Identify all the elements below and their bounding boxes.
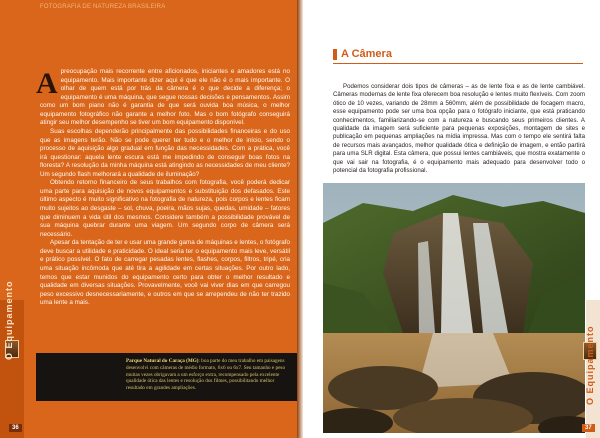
right-body-text	[333, 83, 585, 175]
left-body-text	[36, 67, 290, 308]
left-page	[0, 0, 297, 438]
paragraph: Apesar da tentação de ter e usar uma grande gama de máquinas e lentes, o fotógrafo deve buscar a utilidade e praticidade. O ideal seria ter o equipamento mais leve, versátil e prático possível. O fato de carregar pesadas lentes, flashes, corpos, filtros, tripé, cria uma situação incômoda que até tira a agilidade em certas situações. Por outro lado, temos que estar munidos do equipamento certo para obter o melhor resultado e qualidade em diversas situações. Provavelmente, você vai viver dias em que carregou peso excessivo desnecessariamente, e outros em que se arrependeu de não ter trazido uma lente a mais.	[40, 239, 290, 307]
paragraph: Obtendo retorno financeiro de seus trabalhos com fotografia, você poderá dedicar uma parte para aquisição de novos equipamentos e substituição dos defasados. Este último aspecto é muito significativo na fotografia de natureza, pois corpos e lentes ficam muito sujeitos ao desgaste – sol, chuva, poeira, mãos sujas, quedas, umidade – fatores que diminuem a vida útil dos mesmos. Considere também a possibilidade provável de sua máquina quebrar durante uma viagem. Um segundo corpo de câmera será necessário.	[40, 179, 290, 238]
running-header: FOTOGRAFIA DE NATUREZA BRASILEIRA	[40, 4, 166, 10]
section-marker	[333, 49, 337, 60]
waterfall-photo	[323, 183, 585, 433]
caption-text: : boa parte do meu trabalho em paisagens desenvolvi com câmeras de médio formato, 6x6 ou 6x7. Seu tamanho e peso muitas vezes obrigavam a um esforço extra, recompensado pela excelente qualidade ótica das lentes e resolução dos filmes, possibilitando melhor resultado em grandes ampliações.	[126, 358, 286, 391]
paragraph: Suas escolhas dependerão principalmente das possibilidades financeiras e do uso que as imagens terão. Não se pode querer ter tudo e o melhor de início, sendo o processo de aquisição algo gradual em função das necessidades. Com a prática, você irá questionar: aquela lente escura está me impedindo de conseguir boas fotos na floresta? A resolução da minha máquina está atingindo as necessidades de meu cliente? Um segundo flash melhorará a qualidade de iluminação?	[40, 127, 290, 178]
side-title: O Equipamento	[4, 280, 14, 360]
paragraph: Podemos considerar dois tipos de câmeras – as de lente fixa e as de lente cambiável. Câmeras modernas de lente fixa oferecem boa resolução e lentes muito flexíveis. Com zoom ótico de 10 vezes, variando de 28mm a 560mm, além de possibilidade de focagem macro, esse equipamento pode ser uma boa opção para o fotógrafo iniciante, que está praticando conhecimentos, familiarizando-se com a natureza e buscando seus primeiros clientes. A qualidade da imagem será suficiente para pequenas exposições, montagem de sites e publicação em pequenas ampliações na mídia impressa. Mas com o tempo ele sentirá falta de recursos mais avançados, melhor qualidade ótica e definição de imagem, e então partirá para uma SLR digital. Esta câmera, que possui lentes cambiáveis, que mostra exatamente o que vai sair na fotografia, é o equipamento mais adequado para desenvolver todo o potencial da fotografia profissional.	[333, 83, 585, 175]
side-title: O Equipamento	[585, 325, 595, 405]
title-rule	[333, 63, 583, 64]
drop-cap: A	[36, 67, 58, 100]
section-title: A Câmera	[333, 48, 392, 60]
caption-title: Parque Natural do Caraça (MG)	[126, 358, 199, 364]
paragraph: Apreocupação mais recorrente entre aficionados, iniciantes e amadores está no equipamento. Mais importante dizer aqui é que ele não é o mais importante. O olhar de quem está por trás da câmera é o que decide a diferença; o equipamento é uma máquina, que segue nossas decisões e pensamentos. Assim como um bom piano não é garantia de que será ouvida boa música, o melhor equipamento fotográfico não garante a melhor foto. Mas o bom fotógrafo conseguirá atingir seu melhor desempenho se tiver um bom equipamento disponível.	[36, 67, 290, 127]
photo-caption	[36, 353, 297, 401]
right-page	[303, 0, 600, 438]
page-number: 36	[9, 424, 22, 432]
page-number: 37	[582, 424, 595, 432]
